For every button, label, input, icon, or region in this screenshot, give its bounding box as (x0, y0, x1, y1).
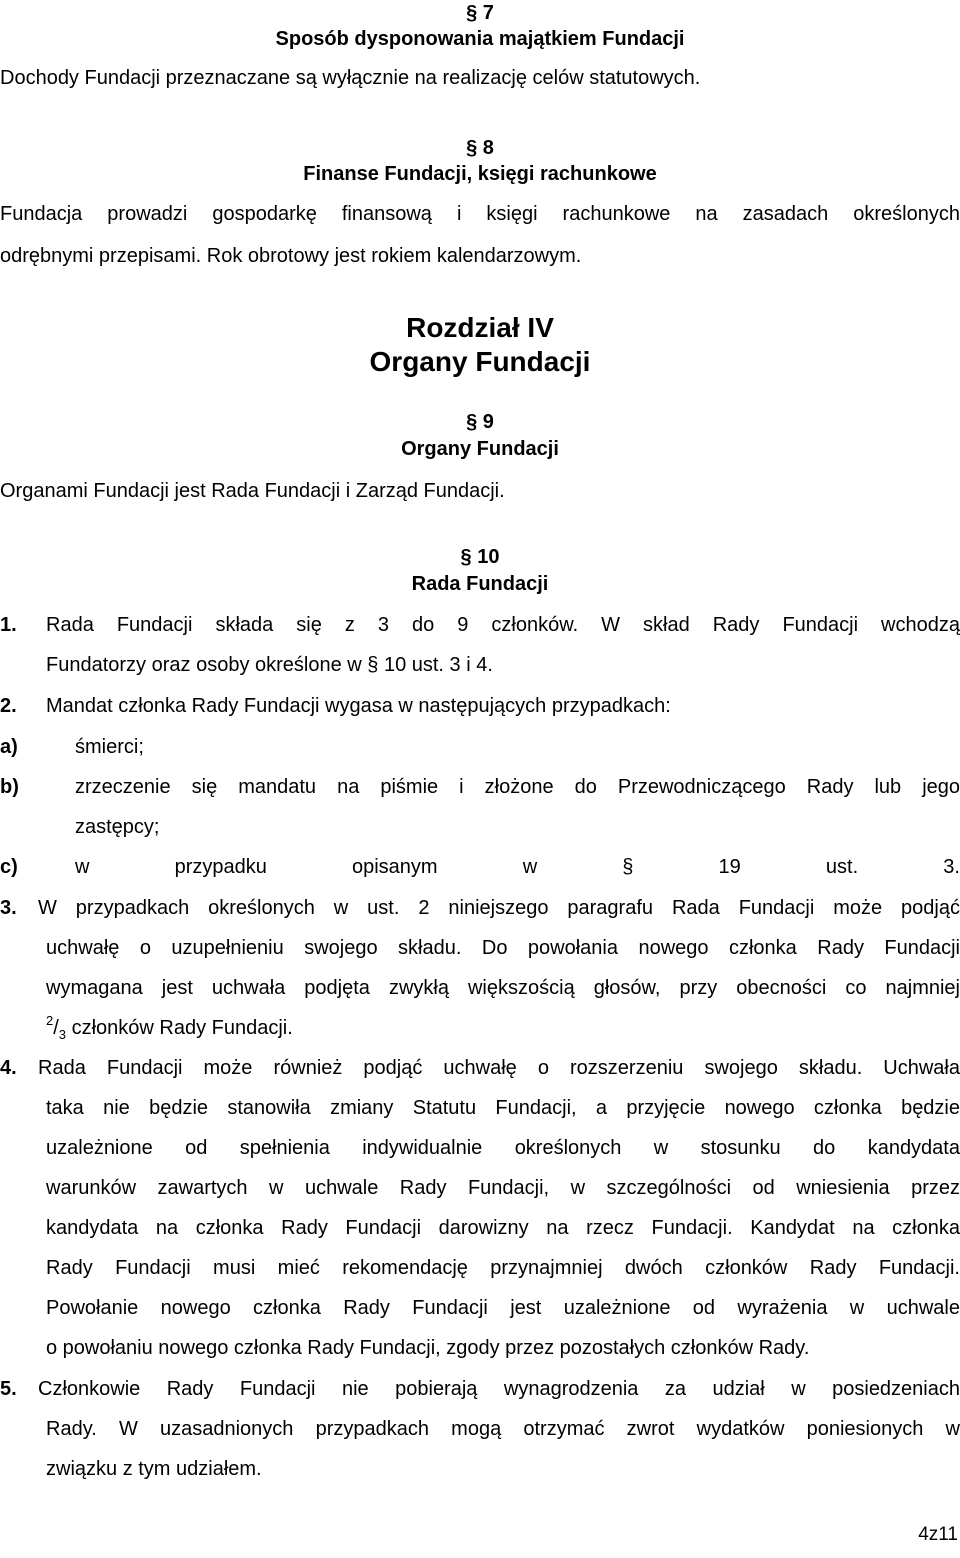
fraction-denominator: 3 (58, 1027, 67, 1042)
paragraph-4-line-2: taka nie będzie stanowiła zmiany Statutu Fundacji, a przyjęcie nowego członka będzie (46, 1097, 960, 1119)
page-number: 4z11 (918, 1524, 958, 1545)
list-item-b-line-2: zastępcy; (75, 816, 160, 838)
section-8-text-line-2: odrębnymi przepisami. Rok obrotowy jest rokiem kalendarzowym. (0, 245, 582, 267)
paragraph-4-line-8: o powołaniu nowego członka Rady Fundacji, zgody przez pozostałych członków Rady. (46, 1337, 810, 1359)
paragraph-5-line-3: związku z tym udziałem. (46, 1458, 262, 1480)
paragraph-5-line-2: Rady. W uzasadnionych przypadkach mogą otrzymać zwrot wydatków poniesionych w (46, 1418, 960, 1440)
section-8-text-line-1: Fundacja prowadzi gospodarkę finansową i księgi rachunkowe na zasadach określonych (0, 203, 960, 225)
paragraph-5-number: 5. (0, 1378, 17, 1400)
section-7-number: § 7 (466, 2, 494, 24)
paragraph-3-number: 3. (0, 897, 17, 919)
list-item-c-text: w przypadku opisanym w § 19 ust. 3. (75, 856, 960, 878)
paragraph-3-line-4-text: członków Rady Fundacji. (71, 1017, 293, 1039)
section-10-number: § 10 (460, 546, 500, 568)
paragraph-3-line-1: W przypadkach określonych w ust. 2 niniejszego paragrafu Rada Fundacji może podjąć (38, 897, 960, 919)
paragraph-4-line-5: kandydata na członka Rady Fundacji darowizny na rzecz Fundacji. Kandydat na członka (46, 1217, 960, 1239)
list-item-a-text: śmierci; (75, 736, 144, 758)
paragraph-1-line-2: Fundatorzy oraz osoby określone w § 10 ust. 3 i 4. (46, 654, 493, 676)
list-item-c-label: c) (0, 856, 18, 878)
list-item-b-label: b) (0, 776, 19, 798)
section-9-number: § 9 (466, 411, 494, 433)
paragraph-2-number: 2. (0, 695, 17, 717)
paragraph-4-number: 4. (0, 1057, 17, 1079)
section-8-title: Finanse Fundacji, księgi rachunkowe (303, 163, 657, 185)
list-item-a (0, 736, 960, 766)
paragraph-1-number: 1. (0, 614, 17, 636)
chapter-subtitle: Organy Fundacji (369, 346, 591, 377)
section-9-title: Organy Fundacji (401, 438, 559, 460)
paragraph-4-line-1: Rada Fundacji może również podjąć uchwałę o rozszerzeniu swojego składu. Uchwała (38, 1057, 960, 1079)
fraction-numerator: 2 (46, 1013, 54, 1028)
paragraph-4 (0, 1057, 960, 1367)
paragraph-3-line-2: uchwałę o uzupełnieniu swojego składu. Do powołania nowego członka Rady Fundacji (46, 937, 960, 959)
section-9-text: Organami Fundacji jest Rada Fundacji i Zarząd Fundacji. (0, 480, 505, 502)
paragraph-3 (0, 897, 960, 1047)
list-item-b (0, 776, 960, 846)
list-item-a-label: a) (0, 736, 18, 758)
paragraph-5 (0, 1378, 960, 1488)
paragraph-4-line-6: Rady Fundacji musi mieć rekomendację przynajmniej dwóch członków Rady Fundacji. (46, 1257, 960, 1279)
section-7-text: Dochody Fundacji przeznaczane są wyłącznie na realizację celów statutowych. (0, 67, 701, 89)
paragraph-2-line-1: Mandat członka Rady Fundacji wygasa w następujących przypadkach: (46, 695, 671, 717)
section-7-title: Sposób dysponowania majątkiem Fundacji (275, 28, 685, 50)
chapter-title: Rozdział IV (406, 312, 554, 343)
paragraph-4-line-7: Powołanie nowego członka Rady Fundacji jest uzależnione od wyrażenia w uchwale (46, 1297, 960, 1319)
list-item-b-line-1: zrzeczenie się mandatu na piśmie i złożone do Przewodniczącego Rady lub jego (75, 776, 960, 798)
paragraph-5-line-1: Członkowie Rady Fundacji nie pobierają wynagrodzenia za udział w posiedzeniach (38, 1378, 960, 1400)
section-10-title: Rada Fundacji (411, 573, 549, 595)
paragraph-4-line-3: uzależnione od spełnienia indywidualnie określonych w stosunku do kandydata (46, 1137, 960, 1159)
paragraph-2 (0, 695, 960, 725)
paragraph-1-line-1: Rada Fundacji składa się z 3 do 9 członków. W skład Rady Fundacji wchodzą (46, 614, 960, 636)
paragraph-1 (0, 614, 960, 684)
paragraph-3-line-3: wymagana jest uchwała podjęta zwykłą większością głosów, przy obecności co najmniej (46, 977, 960, 999)
paragraph-3-line-4: $^2/_3$ członków Rady Fundacji. (46, 1013, 293, 1042)
list-item-c (0, 856, 960, 886)
paragraph-4-line-4: warunków zawartych w uchwale Rady Fundacji, w szczególności od wniesienia przez (46, 1177, 960, 1199)
section-8-number: § 8 (466, 137, 494, 159)
